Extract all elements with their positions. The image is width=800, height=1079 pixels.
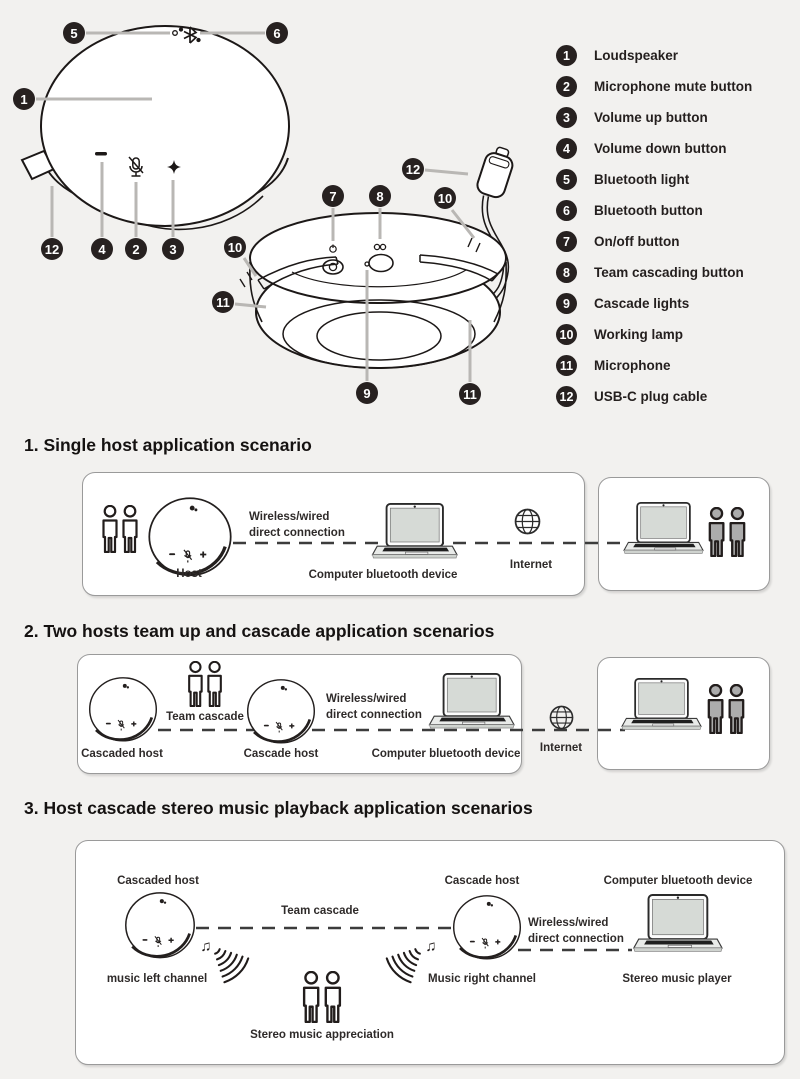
computer-label: Computer bluetooth device <box>603 875 753 887</box>
cascaded-host-label: Cascaded host <box>117 875 199 887</box>
legend-number-badge: 1 <box>556 45 577 66</box>
legend-item <box>556 319 752 350</box>
callout-11: 11 <box>459 383 481 405</box>
callout-6: 6 <box>266 22 288 44</box>
callout-1: 1 <box>13 88 35 110</box>
internet-globe-icon <box>516 510 540 534</box>
legend-item-label: Bluetooth button <box>594 203 703 218</box>
cascade-host-label: Cascade host <box>243 748 319 760</box>
laptop-icon <box>429 674 514 728</box>
music-left-channel-label: music left channel <box>106 973 208 985</box>
section-3-title: 3. Host cascade stereo music playback application scenarios <box>24 798 533 818</box>
music-right-channel-label: Music right channel <box>428 973 536 985</box>
callout-3: 3 <box>162 238 184 260</box>
host-device-icon <box>126 893 194 958</box>
legend-item <box>556 40 752 71</box>
legend-item-label: Team cascading button <box>594 265 744 280</box>
host-device-icon <box>149 498 230 575</box>
team-cascade-label: Team cascade <box>281 905 359 917</box>
legend-number-badge: 5 <box>556 169 577 190</box>
device-bottom-view-illustration <box>235 144 517 382</box>
sound-waves-icon <box>387 949 420 982</box>
people-icon <box>304 972 340 1022</box>
callout-7: 7 <box>322 185 344 207</box>
legend-item <box>556 257 752 288</box>
laptop-icon <box>624 503 703 554</box>
callout-12: 12 <box>41 238 63 260</box>
laptop-icon <box>372 504 457 558</box>
section-1-title: 1. Single host application scenario <box>24 435 312 455</box>
callout-5: 5 <box>63 22 85 44</box>
usb-c-plug-icon <box>475 144 517 199</box>
connection-label: Wireless/wired direct connection <box>326 693 422 721</box>
legend-number-badge: 11 <box>556 355 577 376</box>
people-icon <box>104 506 137 552</box>
connection-label: Wireless/wired direct connection <box>528 917 624 945</box>
parts-legend <box>556 40 752 412</box>
team-cascade-label: Team cascade <box>166 711 244 723</box>
people-icon <box>189 662 221 706</box>
legend-number-badge: 4 <box>556 138 577 159</box>
legend-item-label: Microphone <box>594 358 671 373</box>
legend-item <box>556 288 752 319</box>
callout-9: 9 <box>356 382 378 404</box>
legend-number-badge: 10 <box>556 324 577 345</box>
callout-4: 4 <box>91 238 113 260</box>
legend-item-label: Volume up button <box>594 110 708 125</box>
callout-2: 2 <box>125 238 147 260</box>
internet-label: Internet <box>509 559 553 571</box>
legend-item <box>556 381 752 412</box>
computer-label: Computer bluetooth device <box>371 748 521 760</box>
legend-number-badge: 7 <box>556 231 577 252</box>
legend-item-label: Cascade lights <box>594 296 690 311</box>
legend-item-label: USB-C plug cable <box>594 389 708 404</box>
music-note-icon: ♫ <box>425 938 437 955</box>
people-icon <box>709 685 743 733</box>
laptop-icon <box>622 679 701 730</box>
legend-item <box>556 71 752 102</box>
callout-11: 11 <box>212 291 234 313</box>
section-2-title: 2. Two hosts team up and cascade application scenarios <box>24 621 495 641</box>
connection-label: Wireless/wired direct connection <box>249 511 345 539</box>
volume-down-icon <box>95 152 107 156</box>
cascaded-host-label: Cascaded host <box>81 748 163 760</box>
host-device-icon <box>248 680 315 743</box>
legend-item-label: Bluetooth light <box>594 172 690 187</box>
scenario-1-art <box>104 498 745 575</box>
computer-label: Computer bluetooth device <box>308 569 458 581</box>
legend-number-badge: 9 <box>556 293 577 314</box>
legend-item <box>556 102 752 133</box>
legend-item <box>556 350 752 381</box>
stereo-music-appreciation-label: Stereo music appreciation <box>250 1029 394 1041</box>
legend-item <box>556 195 752 226</box>
legend-item <box>556 164 752 195</box>
legend-item-label: On/off button <box>594 234 680 249</box>
host-device-icon <box>90 678 157 741</box>
legend-number-badge: 12 <box>556 386 577 407</box>
callout-10: 10 <box>434 187 456 209</box>
callout-10: 10 <box>224 236 246 258</box>
people-icon <box>710 508 744 556</box>
host-label: Host <box>176 568 202 580</box>
scenario-3-art <box>126 893 722 1022</box>
device-top-view-illustration <box>22 26 289 237</box>
laptop-icon <box>634 895 722 951</box>
host-device-icon <box>454 896 521 959</box>
legend-item-label: Loudspeaker <box>594 48 679 63</box>
legend-number-badge: 3 <box>556 107 577 128</box>
internet-globe-icon <box>550 706 572 728</box>
legend-number-badge: 8 <box>556 262 577 283</box>
stereo-music-player-label: Stereo music player <box>622 973 732 985</box>
legend-item-label: Working lamp <box>594 327 684 342</box>
sound-waves-icon <box>215 949 248 982</box>
legend-number-badge: 2 <box>556 76 577 97</box>
legend-item <box>556 226 752 257</box>
legend-item-label: Volume down button <box>594 141 727 156</box>
legend-item <box>556 133 752 164</box>
legend-item-label: Microphone mute button <box>594 79 753 94</box>
legend-number-badge: 6 <box>556 200 577 221</box>
callout-8: 8 <box>369 185 391 207</box>
cascade-host-label: Cascade host <box>444 875 520 887</box>
music-note-icon: ♫ <box>200 938 212 955</box>
callout-12: 12 <box>402 158 424 180</box>
internet-label: Internet <box>539 742 583 754</box>
